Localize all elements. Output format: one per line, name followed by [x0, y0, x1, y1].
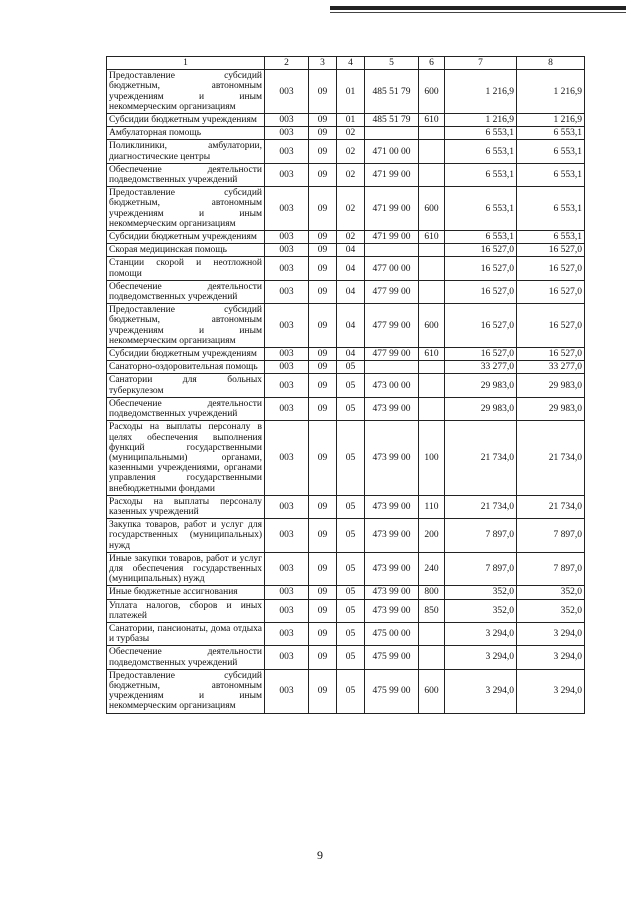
- table-row: [107, 140, 585, 163]
- row-amount-2: 352,0: [517, 586, 585, 599]
- row-expense-type: 600: [419, 70, 445, 114]
- row-amount-1: 16 527,0: [445, 244, 517, 257]
- table-row: [107, 304, 585, 348]
- row-admin-code: 003: [265, 140, 309, 163]
- table-row: [107, 257, 585, 280]
- row-target-article: 473 00 00: [365, 374, 419, 397]
- table-row: [107, 374, 585, 397]
- row-amount-2: 16 527,0: [517, 244, 585, 257]
- row-amount-2: 1 216,9: [517, 70, 585, 114]
- row-expense-type: [419, 397, 445, 420]
- row-admin-code: 003: [265, 114, 309, 127]
- row-expense-type: 600: [419, 304, 445, 348]
- row-amount-2: 7 897,0: [517, 552, 585, 586]
- row-amount-2: 21 734,0: [517, 495, 585, 518]
- header-row: [107, 57, 585, 70]
- row-amount-1: 16 527,0: [445, 348, 517, 361]
- row-target-article: 473 99 00: [365, 519, 419, 553]
- row-admin-code: 003: [265, 231, 309, 244]
- row-subsection: 05: [337, 361, 365, 374]
- row-section: 09: [309, 231, 337, 244]
- row-section: 09: [309, 646, 337, 669]
- row-subsection: 02: [337, 231, 365, 244]
- row-name: Обеспечение деятельности подведомственных учреждений: [107, 646, 265, 669]
- row-amount-2: 6 553,1: [517, 140, 585, 163]
- row-subsection: 01: [337, 114, 365, 127]
- row-name: Санаторно-оздоровительная помощь: [107, 361, 265, 374]
- row-subsection: 02: [337, 187, 365, 231]
- table-row: [107, 244, 585, 257]
- row-amount-2: 6 553,1: [517, 127, 585, 140]
- row-subsection: 05: [337, 519, 365, 553]
- row-subsection: 05: [337, 397, 365, 420]
- header-col-7: 7: [445, 57, 517, 70]
- row-expense-type: [419, 280, 445, 303]
- row-admin-code: 003: [265, 421, 309, 495]
- row-amount-2: 16 527,0: [517, 280, 585, 303]
- row-admin-code: 003: [265, 397, 309, 420]
- row-target-article: 477 00 00: [365, 257, 419, 280]
- row-amount-1: 3 294,0: [445, 622, 517, 645]
- row-target-article: 473 99 00: [365, 495, 419, 518]
- table-row: [107, 599, 585, 622]
- table-row: [107, 622, 585, 645]
- row-admin-code: 003: [265, 70, 309, 114]
- row-amount-1: 29 983,0: [445, 374, 517, 397]
- row-name: Предоставление субсидий бюджетным, автономным учреждениям и иным некоммерческим организациям: [107, 187, 265, 231]
- row-target-article: [365, 361, 419, 374]
- row-subsection: 05: [337, 622, 365, 645]
- row-section: 09: [309, 70, 337, 114]
- row-expense-type: [419, 244, 445, 257]
- row-section: 09: [309, 374, 337, 397]
- row-name: Субсидии бюджетным учреждениям: [107, 348, 265, 361]
- row-name: Станции скорой и неотложной помощи: [107, 257, 265, 280]
- row-target-article: 473 99 00: [365, 599, 419, 622]
- row-amount-1: 16 527,0: [445, 257, 517, 280]
- header-col-6: 6: [419, 57, 445, 70]
- header-rule: [330, 6, 626, 10]
- row-expense-type: 610: [419, 114, 445, 127]
- row-expense-type: 200: [419, 519, 445, 553]
- header-col-2: 2: [265, 57, 309, 70]
- row-section: 09: [309, 280, 337, 303]
- row-name: Закупка товаров, работ и услуг для государственных (муниципальных) нужд: [107, 519, 265, 553]
- row-admin-code: 003: [265, 257, 309, 280]
- row-section: 09: [309, 519, 337, 553]
- table-row: [107, 397, 585, 420]
- row-admin-code: 003: [265, 599, 309, 622]
- row-name: Иные бюджетные ассигнования: [107, 586, 265, 599]
- row-subsection: 05: [337, 495, 365, 518]
- row-subsection: 04: [337, 257, 365, 280]
- row-amount-2: 3 294,0: [517, 622, 585, 645]
- row-subsection: 04: [337, 304, 365, 348]
- row-admin-code: 003: [265, 669, 309, 713]
- row-name: Субсидии бюджетным учреждениям: [107, 231, 265, 244]
- row-admin-code: 003: [265, 646, 309, 669]
- row-expense-type: 850: [419, 599, 445, 622]
- row-amount-2: 29 983,0: [517, 397, 585, 420]
- row-amount-1: 6 553,1: [445, 127, 517, 140]
- row-section: 09: [309, 140, 337, 163]
- row-section: 09: [309, 361, 337, 374]
- row-amount-1: 33 277,0: [445, 361, 517, 374]
- row-name: Расходы на выплаты персоналу казенных учреждений: [107, 495, 265, 518]
- row-subsection: 04: [337, 244, 365, 257]
- table-row: [107, 495, 585, 518]
- row-amount-2: 6 553,1: [517, 187, 585, 231]
- row-amount-1: 16 527,0: [445, 280, 517, 303]
- row-amount-2: 352,0: [517, 599, 585, 622]
- row-section: 09: [309, 163, 337, 186]
- row-expense-type: [419, 361, 445, 374]
- table-row: [107, 669, 585, 713]
- row-name: Субсидии бюджетным учреждениям: [107, 114, 265, 127]
- row-admin-code: 003: [265, 519, 309, 553]
- row-target-article: 477 99 00: [365, 304, 419, 348]
- row-section: 09: [309, 244, 337, 257]
- row-amount-1: 16 527,0: [445, 304, 517, 348]
- row-admin-code: 003: [265, 304, 309, 348]
- row-section: 09: [309, 114, 337, 127]
- row-name: Уплата налогов, сборов и иных платежей: [107, 599, 265, 622]
- row-admin-code: 003: [265, 495, 309, 518]
- table-row: [107, 586, 585, 599]
- row-amount-1: 3 294,0: [445, 646, 517, 669]
- row-name: Иные закупки товаров, работ и услуг для обеспечения государственных (муниципальных) нужд: [107, 552, 265, 586]
- row-subsection: 05: [337, 599, 365, 622]
- row-target-article: 471 00 00: [365, 140, 419, 163]
- row-section: 09: [309, 495, 337, 518]
- row-target-article: 473 99 00: [365, 586, 419, 599]
- row-name: Расходы на выплаты персоналу в целях обеспечения выполнения функций государственными (муниципальными) органами, казенными учреждениями, органами управления государственными внебюджетными фондами: [107, 421, 265, 495]
- row-admin-code: 003: [265, 361, 309, 374]
- row-section: 09: [309, 348, 337, 361]
- row-amount-2: 3 294,0: [517, 669, 585, 713]
- row-admin-code: 003: [265, 586, 309, 599]
- row-target-article: [365, 244, 419, 257]
- row-expense-type: 600: [419, 669, 445, 713]
- table-row: [107, 361, 585, 374]
- row-amount-2: 16 527,0: [517, 257, 585, 280]
- row-subsection: 02: [337, 127, 365, 140]
- row-amount-2: 33 277,0: [517, 361, 585, 374]
- row-amount-1: 21 734,0: [445, 495, 517, 518]
- row-admin-code: 003: [265, 244, 309, 257]
- row-expense-type: [419, 163, 445, 186]
- row-admin-code: 003: [265, 348, 309, 361]
- row-amount-1: 29 983,0: [445, 397, 517, 420]
- row-amount-1: 1 216,9: [445, 70, 517, 114]
- row-target-article: 475 00 00: [365, 622, 419, 645]
- row-expense-type: [419, 257, 445, 280]
- row-amount-2: 7 897,0: [517, 519, 585, 553]
- table-row: [107, 348, 585, 361]
- row-amount-1: 21 734,0: [445, 421, 517, 495]
- row-admin-code: 003: [265, 552, 309, 586]
- row-expense-type: 610: [419, 348, 445, 361]
- row-expense-type: 110: [419, 495, 445, 518]
- row-amount-1: 352,0: [445, 599, 517, 622]
- row-amount-1: 6 553,1: [445, 163, 517, 186]
- row-subsection: 04: [337, 280, 365, 303]
- row-expense-type: 240: [419, 552, 445, 586]
- row-name: Скорая медицинская помощь: [107, 244, 265, 257]
- row-subsection: 05: [337, 421, 365, 495]
- row-amount-2: 16 527,0: [517, 348, 585, 361]
- table-row: [107, 70, 585, 114]
- row-subsection: 05: [337, 586, 365, 599]
- row-target-article: 471 99 00: [365, 187, 419, 231]
- row-name: Обеспечение деятельности подведомственных учреждений: [107, 163, 265, 186]
- row-subsection: 02: [337, 163, 365, 186]
- row-expense-type: [419, 127, 445, 140]
- row-amount-2: 3 294,0: [517, 646, 585, 669]
- row-subsection: 05: [337, 552, 365, 586]
- row-target-article: 477 99 00: [365, 348, 419, 361]
- row-expense-type: [419, 374, 445, 397]
- row-subsection: 05: [337, 374, 365, 397]
- header-rule-thin: [330, 12, 626, 13]
- row-target-article: 475 99 00: [365, 646, 419, 669]
- row-target-article: 475 99 00: [365, 669, 419, 713]
- row-subsection: 05: [337, 669, 365, 713]
- row-subsection: 05: [337, 646, 365, 669]
- row-target-article: [365, 127, 419, 140]
- row-target-article: 473 99 00: [365, 552, 419, 586]
- row-amount-2: 6 553,1: [517, 163, 585, 186]
- row-section: 09: [309, 622, 337, 645]
- table-row: [107, 552, 585, 586]
- table-row: [107, 646, 585, 669]
- row-admin-code: 003: [265, 127, 309, 140]
- row-amount-1: 1 216,9: [445, 114, 517, 127]
- row-name: Предоставление субсидий бюджетным, автономным учреждениям и иным некоммерческим организациям: [107, 70, 265, 114]
- row-section: 09: [309, 187, 337, 231]
- row-target-article: 471 99 00: [365, 231, 419, 244]
- row-amount-1: 7 897,0: [445, 552, 517, 586]
- row-section: 09: [309, 552, 337, 586]
- row-amount-2: 6 553,1: [517, 231, 585, 244]
- row-name: Обеспечение деятельности подведомственных учреждений: [107, 397, 265, 420]
- row-admin-code: 003: [265, 163, 309, 186]
- row-expense-type: 100: [419, 421, 445, 495]
- row-expense-type: [419, 622, 445, 645]
- row-expense-type: 800: [419, 586, 445, 599]
- row-amount-2: 21 734,0: [517, 421, 585, 495]
- row-amount-1: 6 553,1: [445, 187, 517, 231]
- row-admin-code: 003: [265, 187, 309, 231]
- table-row: [107, 163, 585, 186]
- header-col-1: 1: [107, 57, 265, 70]
- row-amount-1: 3 294,0: [445, 669, 517, 713]
- table-row: [107, 187, 585, 231]
- row-admin-code: 003: [265, 622, 309, 645]
- row-amount-2: 16 527,0: [517, 304, 585, 348]
- row-expense-type: [419, 646, 445, 669]
- table-body: [107, 70, 585, 713]
- row-name: Амбулаторная помощь: [107, 127, 265, 140]
- row-name: Предоставление субсидий бюджетным, автономным учреждениям и иным некоммерческим организациям: [107, 304, 265, 348]
- row-target-article: 485 51 79: [365, 114, 419, 127]
- row-admin-code: 003: [265, 374, 309, 397]
- budget-table: [106, 56, 585, 714]
- header-col-4: 4: [337, 57, 365, 70]
- table-row: [107, 421, 585, 495]
- row-amount-1: 6 553,1: [445, 140, 517, 163]
- row-amount-1: 352,0: [445, 586, 517, 599]
- row-admin-code: 003: [265, 280, 309, 303]
- row-target-article: 477 99 00: [365, 280, 419, 303]
- row-subsection: 02: [337, 140, 365, 163]
- row-expense-type: 600: [419, 187, 445, 231]
- table-row: [107, 114, 585, 127]
- row-amount-1: 7 897,0: [445, 519, 517, 553]
- row-subsection: 01: [337, 70, 365, 114]
- row-target-article: 471 99 00: [365, 163, 419, 186]
- row-section: 09: [309, 304, 337, 348]
- header-col-5: 5: [365, 57, 419, 70]
- row-name: Поликлиники, амбулатории, диагностические центры: [107, 140, 265, 163]
- row-amount-2: 29 983,0: [517, 374, 585, 397]
- row-section: 09: [309, 669, 337, 713]
- row-name: Обеспечение деятельности подведомственных учреждений: [107, 280, 265, 303]
- table-row: [107, 127, 585, 140]
- row-expense-type: 610: [419, 231, 445, 244]
- row-amount-2: 1 216,9: [517, 114, 585, 127]
- table-row: [107, 280, 585, 303]
- row-target-article: 473 99 00: [365, 421, 419, 495]
- row-target-article: 473 99 00: [365, 397, 419, 420]
- table-row: [107, 519, 585, 553]
- row-name: Санатории, пансионаты, дома отдыха и турбазы: [107, 622, 265, 645]
- row-section: 09: [309, 257, 337, 280]
- row-section: 09: [309, 397, 337, 420]
- row-amount-1: 6 553,1: [445, 231, 517, 244]
- row-name: Санатории для больных туберкулезом: [107, 374, 265, 397]
- header-col-3: 3: [309, 57, 337, 70]
- table-row: [107, 231, 585, 244]
- row-section: 09: [309, 586, 337, 599]
- row-section: 09: [309, 599, 337, 622]
- row-target-article: 485 51 79: [365, 70, 419, 114]
- row-expense-type: [419, 140, 445, 163]
- page-number: 9: [317, 848, 323, 862]
- header-col-8: 8: [517, 57, 585, 70]
- row-name: Предоставление субсидий бюджетным, автономным учреждениям и иным некоммерческим организациям: [107, 669, 265, 713]
- row-section: 09: [309, 127, 337, 140]
- row-section: 09: [309, 421, 337, 495]
- row-subsection: 04: [337, 348, 365, 361]
